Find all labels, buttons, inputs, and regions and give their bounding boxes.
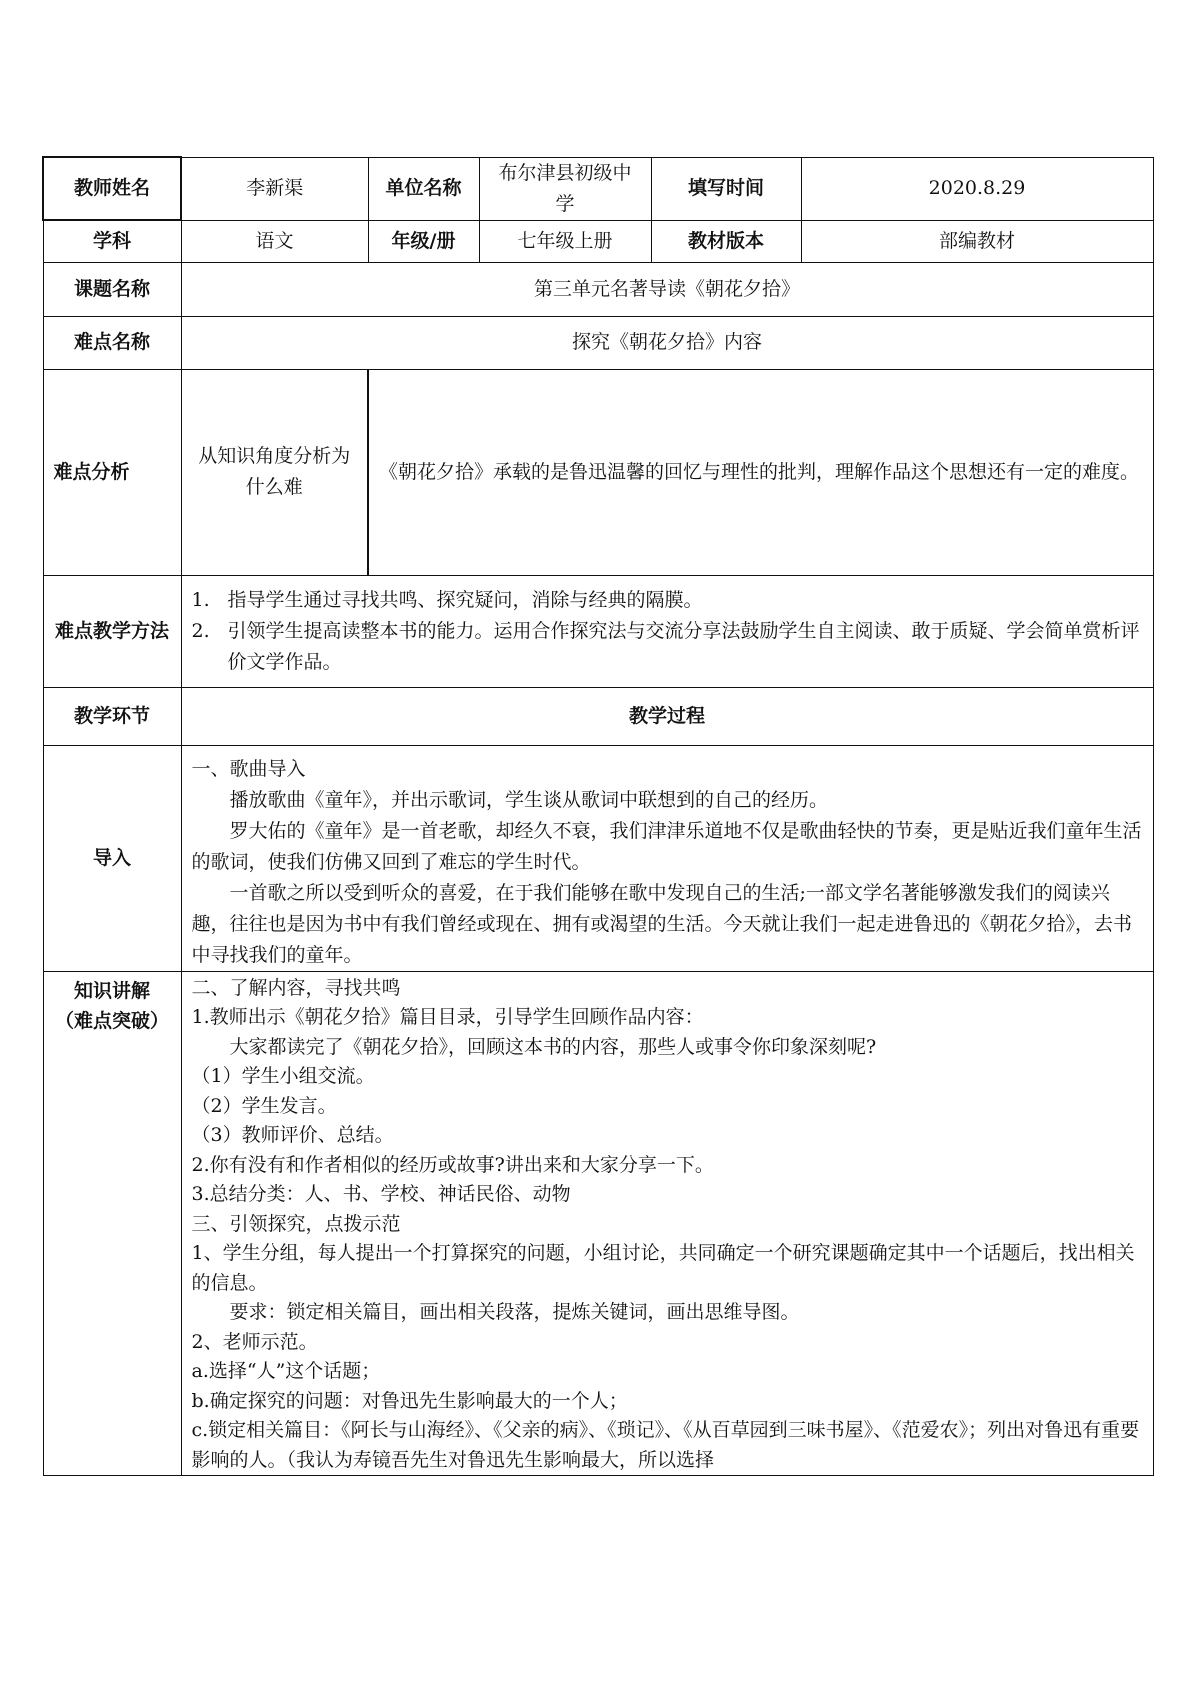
teacher-value: 李新渠 — [181, 157, 368, 220]
method-item-text: 引领学生提高读整本书的能力。运用合作探究法与交流分享法鼓励学生自主阅读、敢于质疑、学会简单赏析评价文学作品。 — [227, 619, 1140, 673]
date-value: 2020.8.29 — [801, 157, 1153, 220]
date-label: 填写时间 — [651, 157, 801, 220]
analysis-label: 难点分析 — [43, 369, 181, 575]
analysis-value: 《朝花夕拾》承载的是鲁迅温馨的回忆与理性的批判，理解作品这个思想还有一定的难度。 — [368, 369, 1153, 575]
teacher-label: 教师姓名 — [43, 157, 181, 220]
knowledge-label — [43, 971, 181, 1476]
topic-row — [43, 262, 1153, 316]
method-row — [43, 575, 1153, 687]
method-label: 难点教学方法 — [43, 575, 181, 687]
intro-line: 播放歌曲《童年》，并出示歌词，学生谈从歌词中联想到的自己的经历。 — [229, 788, 829, 811]
method-item — [192, 616, 1143, 678]
subject-label: 学科 — [43, 220, 181, 262]
process-stage-label: 教学环节 — [43, 687, 181, 745]
difficulty-label: 难点名称 — [43, 316, 181, 369]
knowledge-row — [43, 971, 1153, 1476]
knowledge-line: （3）教师评价、总结。 — [191, 1124, 394, 1146]
intro-row — [43, 745, 1153, 971]
intro-label: 导入 — [43, 745, 181, 971]
grade-value: 七年级上册 — [479, 220, 651, 262]
knowledge-line: 二、了解内容，寻找共鸣 — [191, 976, 401, 999]
knowledge-label-line1: 知识讲解 — [73, 979, 150, 1002]
knowledge-line: 3.总结分类：人、书、学校、神话民俗、动物 — [191, 1183, 571, 1205]
method-cell — [181, 575, 1153, 687]
intro-content — [181, 745, 1153, 971]
process-label: 教学过程 — [181, 687, 1153, 745]
intro-line: 一、歌曲导入 — [191, 757, 306, 780]
knowledge-line: （1）学生小组交流。 — [191, 1065, 375, 1087]
knowledge-label-line2: （难点突破） — [54, 1009, 169, 1032]
difficulty-row — [43, 316, 1153, 369]
textbook-value: 部编教材 — [801, 220, 1153, 262]
grade-label: 年级/册 — [368, 220, 479, 262]
method-item-number: 1. — [191, 588, 210, 611]
analysis-sub-label: 从知识角度分析为什么难 — [181, 369, 368, 575]
difficulty-value: 探究《朝花夕拾》内容 — [181, 316, 1153, 369]
knowledge-line: 要求：锁定相关篇目，画出相关段落，提炼关键词，画出思维导图。 — [229, 1301, 800, 1323]
method-list — [192, 585, 1143, 678]
subject-value: 语文 — [181, 220, 368, 262]
analysis-row — [43, 369, 1153, 575]
knowledge-line: （2）学生发言。 — [191, 1094, 337, 1117]
textbook-label: 教材版本 — [651, 220, 801, 262]
lesson-plan-table — [42, 156, 1154, 1476]
unit-label: 单位名称 — [368, 157, 479, 220]
method-item-number: 2. — [191, 619, 210, 642]
knowledge-line: 2、老师示范。 — [191, 1330, 318, 1353]
knowledge-line: c.锁定相关篇目：《阿长与山海经》、《父亲的病》、《琐记》、《从百草园到三味书屋》、《范爱农》；列出对鲁迅有重要影响的人。（我认为寿镜吾先生对鲁迅先生影响最大，所以选择 — [191, 1419, 1140, 1471]
info-row-1 — [43, 157, 1153, 220]
knowledge-line: b.确定探究的问题：对鲁迅先生影响最大的一个人； — [191, 1389, 628, 1412]
knowledge-line: 三、引领探究，点拨示范 — [191, 1212, 401, 1235]
knowledge-line: a.选择“人”这个话题； — [191, 1360, 381, 1382]
process-header-row — [43, 687, 1153, 745]
knowledge-line: 1.教师出示《朝花夕拾》篇目目录，引导学生回顾作品内容： — [191, 1006, 704, 1028]
intro-line: 一首歌之所以受到听众的喜爱，在于我们能够在歌中发现自己的生活;一部文学名著能够激发我们的阅读兴趣，往往也是因为书中有我们曾经或现在、拥有或渴望的生活。今天就让我们一起走进鲁迅的《朝花夕拾》，去书中寻找我们的童年。 — [191, 881, 1133, 966]
method-item — [192, 585, 1143, 616]
knowledge-line: 大家都读完了《朝花夕拾》，回顾这本书的内容，那些人或事令你印象深刻呢? — [229, 1035, 877, 1058]
intro-line: 罗大佑的《童年》是一首老歌，却经久不衰，我们津津乐道地不仅是歌曲轻快的节奏，更是贴近我们童年生活的歌词，使我们仿佛又回到了难忘的学生时代。 — [191, 819, 1142, 873]
info-row-2 — [43, 220, 1153, 262]
method-item-text: 指导学生通过寻找共鸣、探究疑问，消除与经典的隔膜。 — [227, 588, 703, 611]
knowledge-line: 2.你有没有和作者相似的经历或故事?讲出来和大家分享一下。 — [191, 1153, 714, 1176]
topic-value: 第三单元名著导读《朝花夕拾》 — [181, 262, 1153, 316]
knowledge-content — [181, 971, 1153, 1476]
topic-label: 课题名称 — [43, 262, 181, 316]
knowledge-line: 1、学生分组，每人提出一个打算探究的问题，小组讨论，共同确定一个研究课题确定其中一个话题后，找出相关的信息。 — [191, 1242, 1135, 1294]
unit-value: 布尔津县初级中学 — [479, 157, 651, 220]
